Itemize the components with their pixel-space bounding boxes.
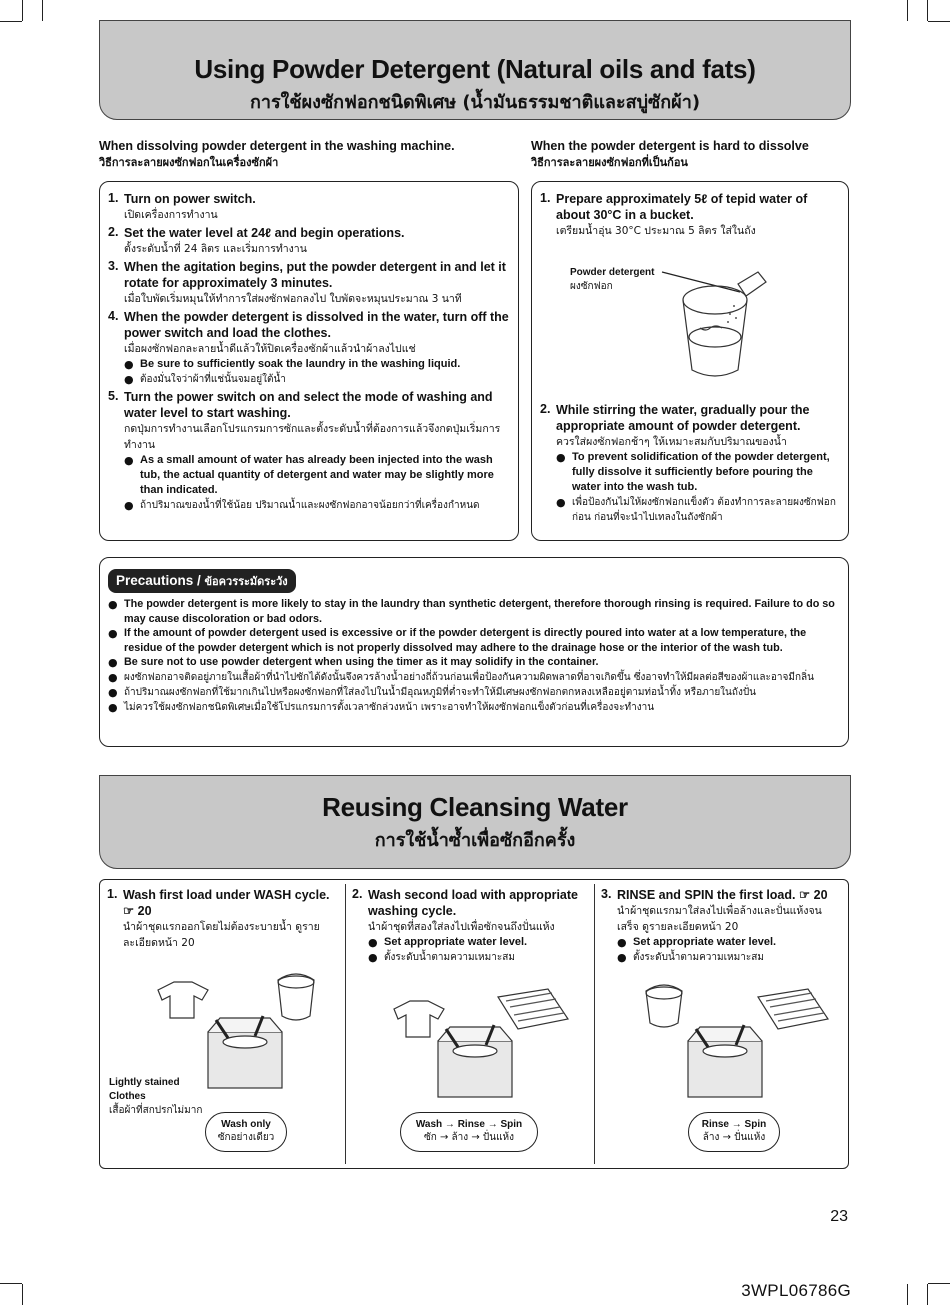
page-number: 23	[830, 1208, 848, 1225]
note-bullet: ● To prevent solidification of the powder detergent, fully dissolve it sufficiently before pouring the water into the wash tub.	[556, 450, 840, 495]
step-item: 4. When the powder detergent is dissolved in the water, turn off the power switch and load the clothes. เมื่อผงซักฟอกละลายน้ำดีแล้วให้ปิดเครื่องซักผ้าแล้วนำผ้าลงไปแช่ ● Be sure to sufficiently soak the laundry in the washing liquid. ● ต้องมั่นใจว่าผ้าที่แช่นั้นจมอยู่ใต้น้ำ	[108, 309, 510, 387]
section-title: Reusing Cleansing Water	[322, 792, 628, 822]
cycle-cloud: Rinse → Spin ล้าง → ปั่นแห้ง	[688, 1112, 780, 1152]
washer-illustration	[640, 975, 840, 1100]
note-bullet: ● ถ้าปริมาณของน้ำที่ใช้น้อย ปริมาณน้ำและผงซักฟอกอาจน้อยกว่าที่เครื่องกำหนด	[124, 498, 510, 513]
precautions-tag: Precautions / ข้อควรระมัดระวัง	[108, 569, 296, 593]
step-item: 3. When the agitation begins, put the powder detergent in and let it rotate for approximately 3 minutes. เมื่อใบพัดเริ่มหมุนให้ทำการใส่ผงซักฟอกลงไป ใบพัดจะหมุนประมาณ 3 นาที	[108, 259, 506, 305]
note-bullet: ● Set appropriate water level.	[617, 935, 843, 950]
precaution-item: ● ถ้าปริมาณผงซักฟอกที่ใช้มากเกินไปหรือผงซักฟอกที่ใส่ลงไปในน้ำมีอุณหภูมิที่ต่ำจะทำให้มีเศษผงซักฟอกตกหลงเหลืออยู่ตามท่อน้ำทิ้ง หรือภายในถังปั่น	[108, 685, 840, 700]
column-divider	[345, 884, 346, 1164]
left-column-header: When dissolving powder detergent in the washing machine. วิธีการละลายผงซักฟอกในเครื่องซักผ้า	[99, 139, 455, 169]
note-bullet: ● As a small amount of water has already been injected into the wash tub, the actual quantity of detergent and water may be slightly more than indicated.	[124, 453, 510, 498]
step-item: 1. Turn on power switch. เปิดเครื่องการทำงาน	[108, 191, 256, 221]
dissolve-steps-box	[99, 181, 519, 541]
reuse-step: 3. RINSE and SPIN the first load. ☞ 20 นำผ้าชุดแรกมาใส่ลงไปเพื่อล้างและปั่นแห้งจนเสร็จ ดูรายละเอียดหน้า 20 ● Set appropriate water level. ● ตั้งระดับน้ำตามความเหมาะสม	[601, 887, 843, 965]
note-bullet: ● ตั้งระดับน้ำตามความเหมาะสม	[617, 950, 843, 965]
note-bullet: ● Set appropriate water level.	[368, 935, 588, 950]
cycle-cloud: Wash → Rinse → Spin ซัก → ล้าง → ปั่นแห้ง	[400, 1112, 538, 1152]
section-title: Using Powder Detergent (Natural oils and fats)	[194, 54, 756, 84]
section-title-thai: การใช้ผงซักฟอกชนิดพิเศษ (น้ำมันธรรมชาติและสบู่ซักผ้า)	[249, 92, 701, 113]
crop-mark	[22, 1284, 23, 1305]
document-code: 3WPL06786G	[741, 1281, 851, 1300]
page-reference: ☞ 20	[798, 888, 828, 902]
crop-mark	[928, 1283, 950, 1284]
crop-mark	[22, 0, 23, 21]
precautions-list	[108, 597, 840, 715]
washer-illustration	[390, 975, 580, 1100]
note-bullet: ● เพื่อป้องกันไม่ให้ผงซักฟอกแข็งตัว ต้องทำการละลายผงซักฟอกก่อน ก่อนที่จะนำไปเทลงในถังซักผ้า	[556, 495, 840, 525]
washer-illustration	[150, 970, 330, 1090]
crop-mark	[0, 21, 22, 22]
crop-mark	[907, 1284, 908, 1305]
step-item: 1. Prepare approximately 5ℓ of tepid water of about 30°C in a bucket. เตรียมน้ำอุ่น 30°C ประมาณ 5 ลิตร ใส่ในถัง	[540, 191, 808, 237]
crop-mark	[927, 0, 928, 21]
precaution-item: ● ไม่ควรใช้ผงซักฟอกชนิดพิเศษเมื่อใช้โปรแกรมการตั้งเวลาซักล่วงหน้า เพราะอาจทำให้ผงซักฟอกแข็งตัวก่อนที่เครื่องจะทำงาน	[108, 700, 840, 715]
section-banner	[99, 775, 851, 869]
precaution-item: ● The powder detergent is more likely to stay in the laundry than synthetic detergent, therefore thorough rinsing is required. Failure to do so may cause discoloration or bad odors.	[108, 597, 840, 626]
column-divider	[594, 884, 595, 1164]
step-item: 5. Turn the power switch on and select the mode of washing and water level to start washing. กดปุ่มการทำงานเลือกโปรแกรมการซักและตั้งระดับน้ำที่ต้องการแล้วจึงกดปุ่มเริ่มการทำงาน ● As a small amount of water has already been injected into the wash tub, the actual quantity of detergent and water may be slightly more than indicated. ● ถ้าปริมาณของน้ำที่ใช้น้อย ปริมาณน้ำและผงซักฟอกอาจน้อยกว่าที่เครื่องกำหนด	[108, 389, 510, 513]
section-title-thai: การใช้น้ำซ้ำเพื่อซักอีกครั้ง	[374, 830, 576, 851]
precaution-item: ● If the amount of powder detergent used is excessive or if the powder detergent is directly poured into water at a low temperature, the residue of the powder detergent which is not properly dissolved may adhere to the drainage hose or the interior of the wash tub.	[108, 626, 840, 655]
cycle-cloud: Wash only ซักอย่างเดียว	[205, 1112, 287, 1152]
step-item: 2. Set the water level at 24ℓ and begin operations. ตั้งระดับน้ำที่ 24 ลิตร และเริ่มการทำงาน	[108, 225, 405, 255]
right-column-header: When the powder detergent is hard to dissolve วิธีการละลายผงซักฟอกที่เป็นก้อน	[531, 139, 809, 169]
reuse-step: 2. Wash second load with appropriate washing cycle. นำผ้าชุดที่สองใส่ลงไปเพื่อซักจนถึงปั่นแห้ง ● Set appropriate water level. ● ตั้งระดับน้ำตามความเหมาะสม	[352, 887, 588, 965]
note-bullet: ● ตั้งระดับน้ำตามความเหมาะสม	[368, 950, 588, 965]
precaution-item: ● ผงซักฟอกอาจติดอยู่ภายในเสื้อผ้าที่นำไปซักได้ดังนั้นจึงควรล้างน้ำอย่างถี่ถ้วนก่อนเพื่อป้องกันความผิดพลาดที่อาจเกิดขึ้น ซึ่งอาจทำให้มีผลต่อสีของผ้าและอาจมีกลิ่น	[108, 670, 840, 685]
crop-mark	[0, 1283, 22, 1284]
crop-mark	[907, 0, 908, 21]
reuse-step: 1. Wash first load under WASH cycle. ☞ 20 นำผ้าชุดแรกออกโดยไม่ต้องระบายน้ำ ดูรายละเอียดหน้า 20	[107, 887, 339, 951]
note-bullet: ● ต้องมั่นใจว่าผ้าที่แช่นั้นจมอยู่ใต้น้ำ	[124, 372, 510, 387]
page-reference: ☞ 20	[123, 904, 152, 918]
step-list	[108, 191, 510, 513]
note-bullet: ● Be sure to sufficiently soak the laundry in the washing liquid.	[124, 357, 510, 372]
section-banner	[99, 20, 851, 120]
crop-mark	[928, 21, 950, 22]
powder-detergent-label: Powder detergent ผงซักฟอก	[570, 267, 655, 292]
crop-mark	[42, 0, 43, 21]
precaution-item: ● Be sure not to use powder detergent when using the timer as it may solidify in the container.	[108, 655, 840, 670]
crop-mark	[927, 1284, 928, 1305]
bucket-illustration	[660, 262, 780, 392]
lightly-stained-label: Lightly stained Clothes เสื้อผ้าที่สกปรกไม่มาก	[109, 1077, 203, 1116]
step-item: 2. While stirring the water, gradually pour the appropriate amount of powder detergent. ควรใส่ผงซักฟอกช้าๆ ให้เหมาะสมกับปริมาณของน้ำ ● To prevent solidification of the powder detergent, fully dissolve it sufficiently before pouring the water into the wash tub. ● เพื่อป้องกันไม่ให้ผงซักฟอกแข็งตัว ต้องทำการละลายผงซักฟอกก่อน ก่อนที่จะนำไปเทลงในถังซักผ้า	[540, 402, 840, 525]
